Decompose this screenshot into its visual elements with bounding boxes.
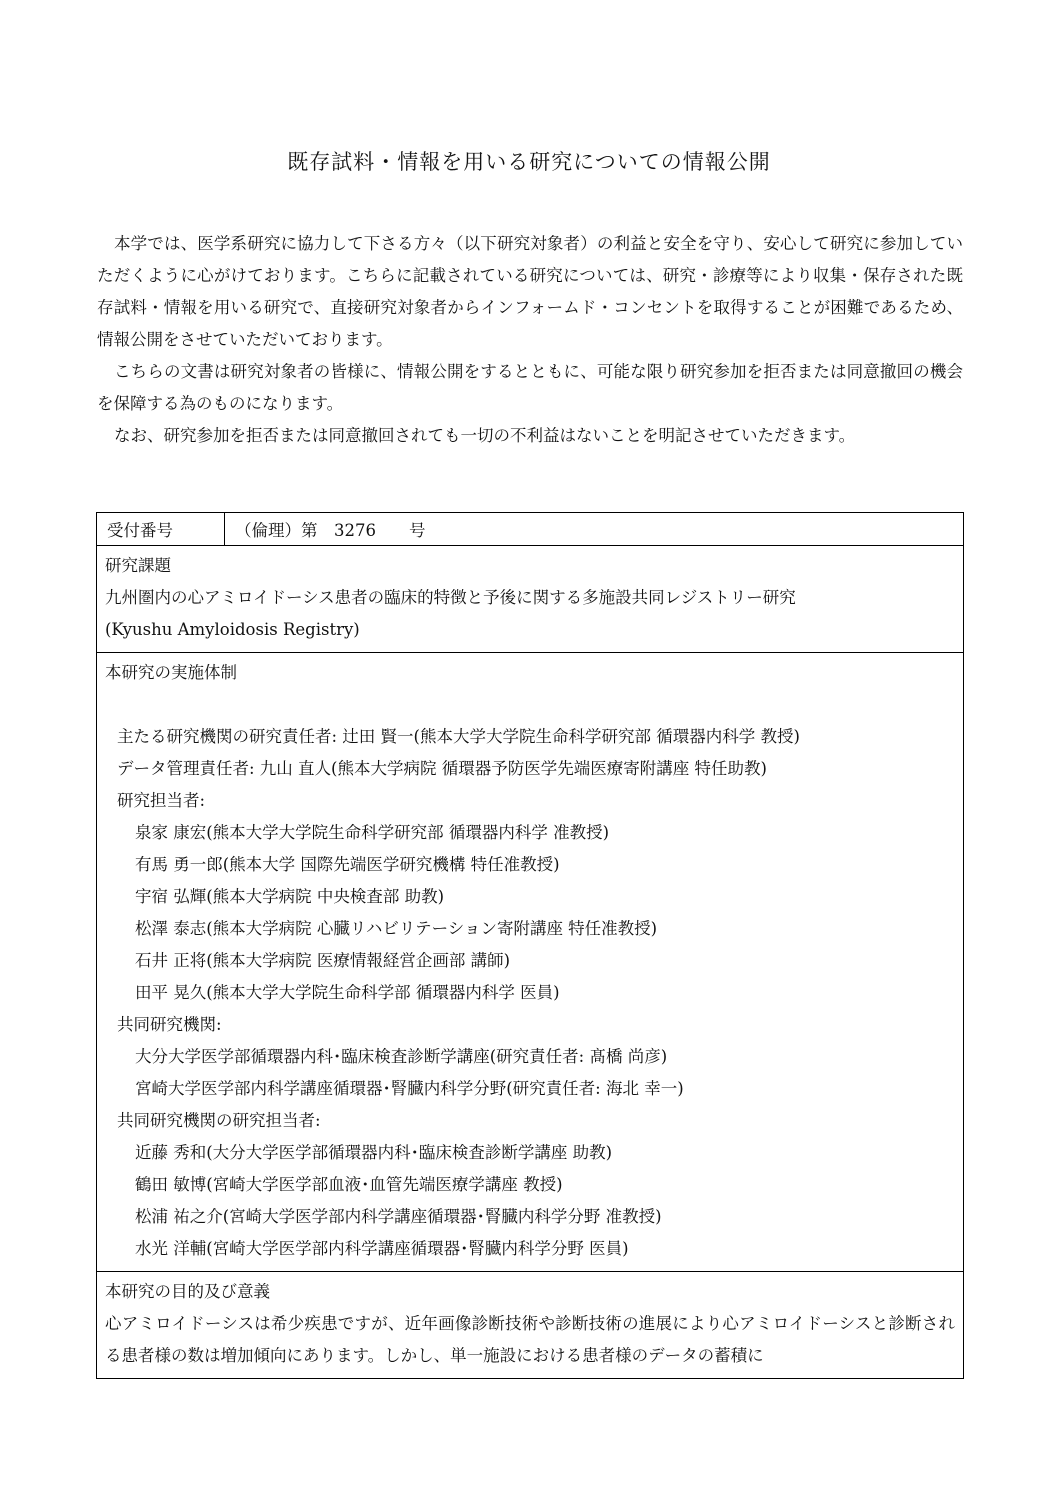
reception-row bbox=[97, 513, 963, 545]
joint-institutions-label: 共同研究機関: bbox=[117, 1015, 222, 1034]
reception-number: （倫理）第 3276 号 bbox=[235, 521, 426, 540]
joint-researcher-item: 水光 洋輔(宮崎大学医学部内科学講座循環器･腎臓内科学分野 医員) bbox=[135, 1239, 629, 1258]
principal-investigator: 主たる研究機関の研究責任者: 辻田 賢一(熊本大学大学院生命科学研究部 循環器内科学 教授) bbox=[117, 727, 800, 746]
subject-title: 九州圏内の心アミロイドーシス患者の臨床的特徴と予後に関する多施設共同レジストリー研究 bbox=[105, 588, 796, 607]
researcher-item: 泉家 康宏(熊本大学大学院生命科学研究部 循環器内科学 准教授) bbox=[135, 823, 610, 842]
purpose-label: 本研究の目的及び意義 bbox=[105, 1282, 270, 1301]
joint-researchers-label: 共同研究機関の研究担当者: bbox=[117, 1111, 321, 1130]
subject-row bbox=[97, 545, 963, 652]
structure-label: 本研究の実施体制 bbox=[105, 663, 237, 682]
reception-label: 受付番号 bbox=[97, 513, 225, 545]
researcher-item: 松澤 泰志(熊本大学病院 心臓リハビリテーション寄附講座 特任准教授) bbox=[135, 919, 658, 938]
intro-paragraph-1: 本学では、医学系研究に協力して下さる方々（以下研究対象者）の利益と安全を守り、安心して研究に参加していただくように心がけております。こちらに記載されている研究については、研究・診療等により収集・保存された既存試料・情報を用いる研究で、直接研究対象者からインフォームド・コンセントを取得することが困難であるため、情報公開をさせていただいております。 bbox=[97, 234, 964, 349]
researchers-label: 研究担当者: bbox=[117, 791, 206, 810]
intro-paragraph-2: こちらの文書は研究対象者の皆様に、情報公開をするとともに、可能な限り研究参加を拒否または同意撤回の機会を保障する為のものになります。 bbox=[97, 362, 964, 413]
joint-researcher-item: 近藤 秀和(大分大学医学部循環器内科･臨床検査診断学講座 助教) bbox=[135, 1143, 613, 1162]
researcher-item: 宇宿 弘輝(熊本大学病院 中央検査部 助教) bbox=[135, 887, 445, 906]
researcher-item: 有馬 勇一郎(熊本大学 国際先端医学研究機構 特任准教授) bbox=[135, 855, 560, 874]
structure-row bbox=[97, 652, 963, 1271]
researcher-item: 田平 晃久(熊本大学大学院生命科学部 循環器内科学 医員) bbox=[135, 983, 560, 1002]
joint-researcher-item: 鶴田 敏博(宮崎大学医学部血液･血管先端医療学講座 教授) bbox=[135, 1175, 563, 1194]
purpose-text: 心アミロイドーシスは希少疾患ですが、近年画像診断技術や診断技術の進展により心アミロイドーシスと診断される患者様の数は増加傾向にあります。しかし、単一施設における患者様のデータの蓄積に bbox=[105, 1314, 955, 1365]
subject-title-en: (Kyushu Amyloidosis Registry) bbox=[105, 620, 360, 639]
purpose-row bbox=[97, 1271, 963, 1378]
joint-researcher-item: 松浦 祐之介(宮崎大学医学部内科学講座循環器･腎臓内科学分野 准教授) bbox=[135, 1207, 662, 1226]
data-manager: データ管理責任者: 九山 直人(熊本大学病院 循環器予防医学先端医療寄附講座 特任助教) bbox=[117, 759, 767, 778]
subject-label: 研究課題 bbox=[105, 556, 171, 575]
joint-institution-item: 大分大学医学部循環器内科･臨床検査診断学講座(研究責任者: 髙橋 尚彦) bbox=[135, 1047, 668, 1066]
info-table bbox=[96, 512, 964, 1379]
page-title: 既存試料・情報を用いる研究についての情報公開 bbox=[287, 150, 771, 174]
joint-institution-item: 宮崎大学医学部内科学講座循環器･腎臓内科学分野(研究責任者: 海北 幸一) bbox=[135, 1079, 684, 1098]
intro-paragraph-3: なお、研究参加を拒否または同意撤回されても一切の不利益はないことを明記させていただきます。 bbox=[114, 426, 856, 445]
researcher-item: 石井 正将(熊本大学病院 医療情報経営企画部 講師) bbox=[135, 951, 511, 970]
intro-section bbox=[97, 228, 963, 452]
